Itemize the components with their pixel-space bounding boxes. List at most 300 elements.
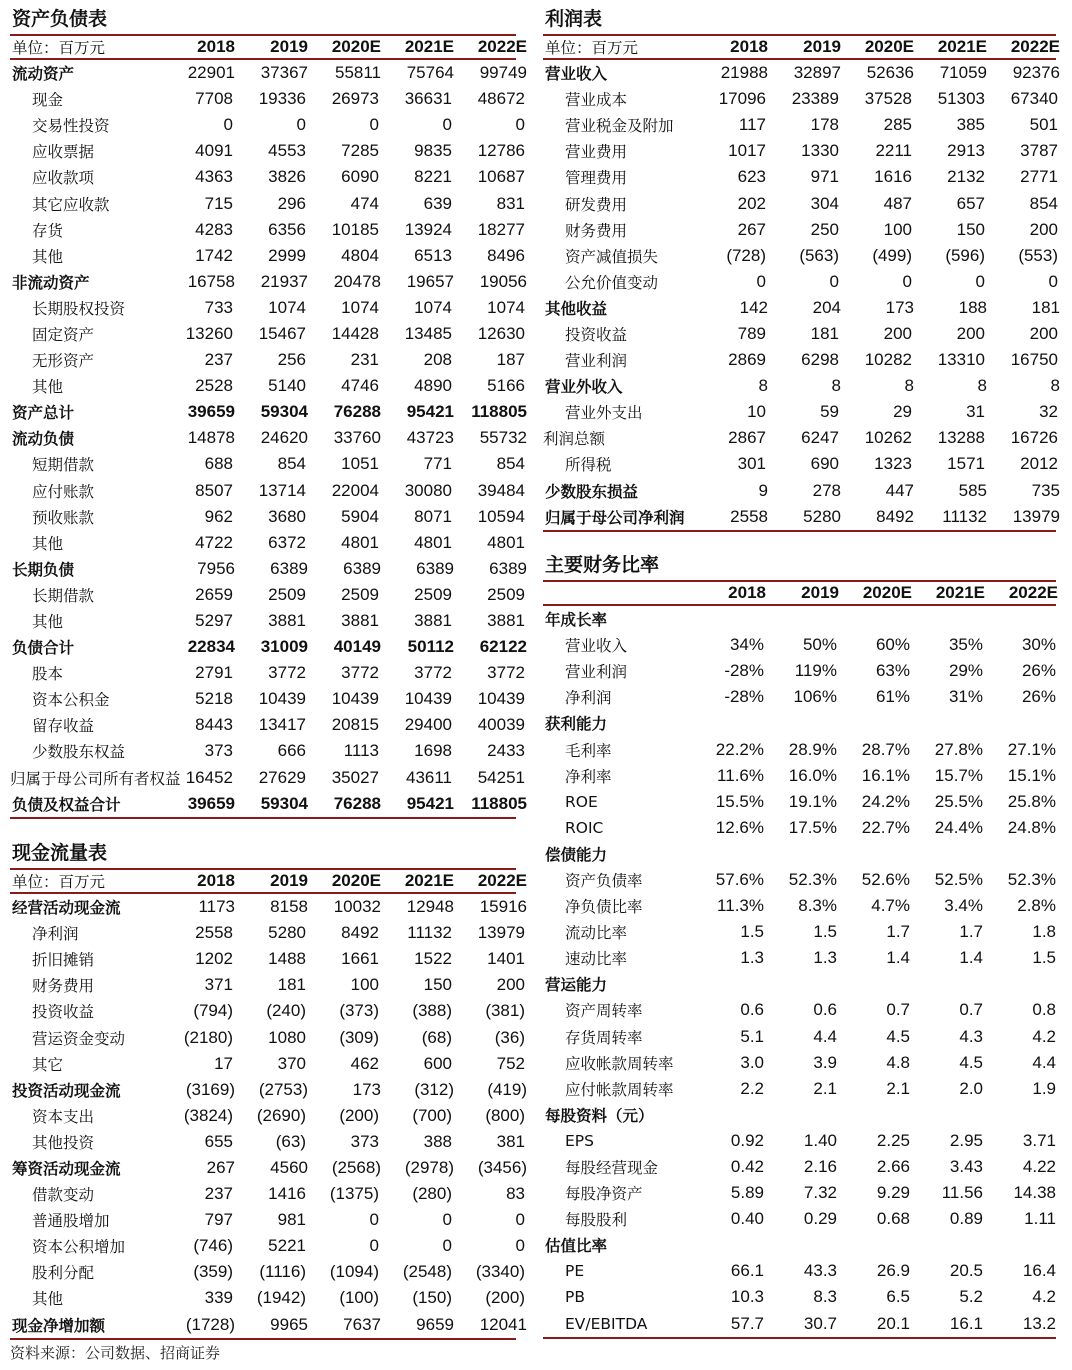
year-header: 2022E bbox=[1010, 37, 1060, 56]
row-label: EV/EBITDA bbox=[565, 1314, 648, 1333]
cell-value: 22901 bbox=[187, 63, 235, 83]
cell-value: 1742 bbox=[195, 245, 233, 265]
table-row bbox=[10, 451, 525, 477]
cell-value: 20478 bbox=[333, 271, 381, 291]
cell-value: 35027 bbox=[331, 767, 379, 787]
table-row bbox=[10, 998, 525, 1024]
cell-value: (2978) bbox=[404, 1157, 454, 1177]
cell-value: 1571 bbox=[947, 454, 985, 474]
cell-value: 0 bbox=[442, 115, 452, 135]
table-row bbox=[10, 712, 525, 738]
cell-value: 31 bbox=[966, 402, 985, 422]
cell-value: 1.3 bbox=[813, 948, 837, 968]
table-row bbox=[10, 504, 525, 530]
cell-value: 26% bbox=[1021, 687, 1056, 707]
table-row bbox=[10, 530, 525, 556]
cell-value: 200 bbox=[956, 323, 985, 343]
unit-label: 单位：百万元 bbox=[545, 39, 639, 57]
cell-value: 2509 bbox=[341, 584, 379, 604]
cell-value: 12948 bbox=[406, 897, 454, 917]
table-row bbox=[543, 451, 1056, 477]
cell-value: 6389 bbox=[270, 558, 308, 578]
cell-value: 19.1% bbox=[788, 791, 837, 811]
row-label: 其他投资 bbox=[32, 1133, 95, 1152]
cell-value: 5904 bbox=[341, 506, 379, 526]
cell-value: 16.0% bbox=[788, 765, 837, 785]
cell-value: 173 bbox=[885, 297, 914, 317]
cell-value: 20.1 bbox=[876, 1313, 910, 1333]
row-label: 每股经营现金 bbox=[565, 1159, 659, 1178]
row-label: 留存收益 bbox=[32, 717, 95, 736]
cell-value: 23389 bbox=[791, 89, 839, 109]
cell-value: 13.2 bbox=[1022, 1313, 1056, 1333]
financial-ratios-header bbox=[543, 580, 1056, 606]
cell-value: 204 bbox=[812, 297, 841, 317]
cell-value: 2.8% bbox=[1017, 896, 1056, 916]
cell-value: 4.4 bbox=[1032, 1052, 1056, 1072]
cell-value: 24.8% bbox=[1007, 817, 1056, 837]
table-row bbox=[543, 945, 1056, 971]
cell-value: (388) bbox=[412, 1001, 452, 1021]
cell-value: 31009 bbox=[260, 637, 308, 657]
unit-label: 单位：百万元 bbox=[12, 39, 106, 57]
table-row bbox=[10, 660, 525, 686]
table-row bbox=[543, 1128, 1056, 1154]
table-row bbox=[543, 1024, 1056, 1050]
cell-value: (2690) bbox=[256, 1105, 306, 1125]
cell-value: 200 bbox=[883, 323, 912, 343]
cell-value: 2869 bbox=[728, 350, 766, 370]
row-label: 获利能力 bbox=[545, 715, 608, 734]
cell-value: 0 bbox=[515, 115, 525, 135]
cell-value: 3.43 bbox=[949, 1157, 983, 1177]
row-label: 负债合计 bbox=[12, 639, 75, 658]
cell-value: 585 bbox=[958, 480, 987, 500]
cell-value: 39659 bbox=[187, 402, 235, 422]
row-label: 股本 bbox=[32, 665, 64, 684]
cell-value: 1661 bbox=[341, 949, 379, 969]
cell-value: 4890 bbox=[414, 376, 452, 396]
row-label: 利润总额 bbox=[543, 430, 606, 449]
row-label: 财务费用 bbox=[565, 221, 628, 240]
cell-value: 13310 bbox=[937, 350, 985, 370]
cell-value: 735 bbox=[1031, 480, 1060, 500]
row-label: 投资收益 bbox=[565, 325, 628, 344]
cell-value: 0 bbox=[369, 1210, 379, 1230]
cell-value: 7637 bbox=[343, 1314, 381, 1334]
source-note: 资料来源：公司数据、招商证券 bbox=[10, 1344, 221, 1362]
cell-value: 0 bbox=[223, 115, 233, 135]
table-row bbox=[543, 1102, 1056, 1128]
cell-value: 67340 bbox=[1010, 89, 1058, 109]
row-label: 估值比率 bbox=[545, 1237, 608, 1256]
cell-value: 187 bbox=[496, 350, 525, 370]
cell-value: (1116) bbox=[259, 1262, 306, 1282]
cell-value: 0 bbox=[902, 271, 912, 291]
cell-value: 2132 bbox=[947, 167, 985, 187]
cell-value: (1728) bbox=[185, 1314, 235, 1334]
cell-value: 118805 bbox=[471, 402, 527, 422]
balance-sheet-panel bbox=[10, 4, 527, 819]
cell-value: 13924 bbox=[404, 219, 452, 239]
cell-value: 43611 bbox=[405, 767, 452, 787]
cell-value: (700) bbox=[412, 1105, 452, 1125]
table-row bbox=[543, 504, 1060, 532]
cash-flow-title: 现金流量表 bbox=[12, 842, 108, 864]
cell-value: 40039 bbox=[477, 715, 525, 735]
cell-value: 501 bbox=[1029, 115, 1058, 135]
cell-value: 0.68 bbox=[876, 1209, 910, 1229]
cell-value: 6.5 bbox=[886, 1287, 910, 1307]
cell-value: 35% bbox=[948, 635, 983, 655]
cell-value: 5280 bbox=[268, 923, 306, 943]
cell-value: 3881 bbox=[414, 611, 452, 631]
cell-value: 1616 bbox=[874, 167, 912, 187]
row-label: 资产负债率 bbox=[565, 871, 643, 890]
year-header: 2018 bbox=[728, 583, 766, 602]
cell-value: 1.8 bbox=[1032, 922, 1056, 942]
cell-value: 8158 bbox=[270, 897, 308, 917]
cell-value: 6356 bbox=[268, 219, 306, 239]
cell-value: 10687 bbox=[477, 167, 525, 187]
row-label: 现金净增加额 bbox=[12, 1316, 106, 1335]
table-row bbox=[543, 971, 1056, 997]
cell-value: 0 bbox=[442, 1236, 452, 1256]
cell-value: 61% bbox=[875, 687, 910, 707]
year-header: 2020E bbox=[864, 37, 914, 56]
row-label: PB bbox=[565, 1288, 585, 1307]
cell-value: 1.3 bbox=[740, 948, 764, 968]
table-row bbox=[10, 1155, 527, 1181]
cell-value: 267 bbox=[206, 1157, 235, 1177]
cell-value: 2771 bbox=[1020, 167, 1058, 187]
table-row bbox=[10, 1181, 525, 1207]
cell-value: 2509 bbox=[487, 584, 525, 604]
cell-value: 40149 bbox=[333, 637, 381, 657]
row-label: ROE bbox=[565, 792, 598, 811]
cell-value: 39659 bbox=[187, 793, 235, 813]
cell-value: 600 bbox=[423, 1053, 452, 1073]
cell-value: 26973 bbox=[331, 89, 379, 109]
cell-value: 24.2% bbox=[861, 791, 910, 811]
table-row bbox=[543, 60, 1060, 86]
cell-value: 11.6% bbox=[717, 765, 764, 785]
cell-value: 4363 bbox=[195, 167, 233, 187]
cell-value: 22004 bbox=[331, 480, 379, 500]
cell-value: 39484 bbox=[477, 480, 525, 500]
cell-value: (800) bbox=[485, 1105, 525, 1125]
cell-value: 10439 bbox=[258, 689, 306, 709]
cell-value: 63% bbox=[875, 661, 910, 681]
cell-value: (1375) bbox=[329, 1184, 379, 1204]
cell-value: 2913 bbox=[947, 141, 985, 161]
cell-value: 19657 bbox=[406, 271, 454, 291]
row-label: 存货周转率 bbox=[565, 1028, 643, 1047]
cell-value: (596) bbox=[945, 245, 985, 265]
cell-value: 2211 bbox=[875, 141, 912, 161]
cell-value: 5166 bbox=[487, 376, 525, 396]
cell-value: 95421 bbox=[406, 402, 454, 422]
cell-value: 1113 bbox=[343, 741, 379, 761]
cell-value: 690 bbox=[810, 454, 839, 474]
row-label: 现金 bbox=[32, 91, 64, 110]
cell-value: 1.4 bbox=[959, 948, 983, 968]
cell-value: 11.3% bbox=[717, 896, 764, 916]
table-row bbox=[10, 1312, 527, 1340]
cell-value: 3.9 bbox=[813, 1052, 837, 1072]
cell-value: 623 bbox=[737, 167, 766, 187]
cell-value: 19056 bbox=[479, 271, 527, 291]
cell-value: 181 bbox=[1031, 297, 1060, 317]
cell-value: 4283 bbox=[195, 219, 233, 239]
balance-sheet-header bbox=[10, 34, 527, 60]
row-label: 其它 bbox=[32, 1055, 64, 1074]
cell-value: 11132 bbox=[407, 923, 452, 943]
unit-label: 单位：百万元 bbox=[12, 873, 106, 891]
table-row bbox=[543, 1050, 1056, 1076]
cell-value: 181 bbox=[810, 323, 839, 343]
row-label: 交易性投资 bbox=[32, 117, 110, 136]
cell-value: 2.1 bbox=[813, 1078, 837, 1098]
financial-ratios-panel bbox=[543, 550, 1056, 1339]
table-row bbox=[543, 190, 1056, 216]
income-statement-rows bbox=[543, 60, 1060, 532]
year-header: 2018 bbox=[197, 871, 235, 890]
cell-value: 10439 bbox=[404, 689, 452, 709]
cell-value: 5.2 bbox=[959, 1287, 983, 1307]
cell-value: (63) bbox=[275, 1131, 306, 1151]
cell-value: 7.32 bbox=[803, 1183, 837, 1203]
row-label: 长期负债 bbox=[12, 560, 75, 579]
cell-value: 1074 bbox=[414, 297, 452, 317]
table-row bbox=[10, 738, 525, 764]
balance-sheet-title: 资产负债表 bbox=[12, 8, 108, 30]
cell-value: (553) bbox=[1018, 245, 1058, 265]
cell-value: 5140 bbox=[268, 376, 306, 396]
cell-value: 447 bbox=[885, 480, 914, 500]
cell-value: 16758 bbox=[187, 271, 235, 291]
cell-value: 1.7 bbox=[959, 922, 983, 942]
cell-value: 4.7% bbox=[871, 896, 910, 916]
row-label: 流动负债 bbox=[12, 430, 75, 449]
row-label: 归属于母公司净利润 bbox=[545, 508, 685, 527]
cell-value: 2.1 bbox=[886, 1078, 910, 1098]
row-label: 流动比率 bbox=[565, 924, 628, 943]
row-label: 管理费用 bbox=[565, 169, 628, 188]
cell-value: 1.5 bbox=[740, 922, 764, 942]
cell-value: 14878 bbox=[187, 428, 235, 448]
cell-value: 27.1% bbox=[1007, 739, 1056, 759]
row-label: 年成长率 bbox=[545, 611, 608, 630]
cell-value: 99749 bbox=[479, 63, 527, 83]
cell-value: 854 bbox=[1029, 193, 1058, 213]
cell-value: 1.7 bbox=[886, 922, 910, 942]
cell-value: 301 bbox=[737, 454, 766, 474]
cell-value: 10439 bbox=[331, 689, 379, 709]
cell-value: 0.6 bbox=[740, 1000, 764, 1020]
year-header: 2021E bbox=[404, 37, 454, 56]
cell-value: 8492 bbox=[341, 923, 379, 943]
cell-value: 304 bbox=[810, 193, 839, 213]
cell-value: 4091 bbox=[195, 141, 233, 161]
cell-value: 0.92 bbox=[730, 1130, 764, 1150]
cell-value: (1942) bbox=[256, 1288, 306, 1308]
cell-value: 267 bbox=[737, 219, 766, 239]
row-label: 普通股增加 bbox=[32, 1212, 110, 1231]
cell-value: (3340) bbox=[475, 1262, 525, 1282]
cell-value: 0 bbox=[369, 115, 379, 135]
cell-value: 8 bbox=[977, 376, 987, 396]
cell-value: 2867 bbox=[728, 428, 766, 448]
cell-value: 4.2 bbox=[1032, 1026, 1056, 1046]
cell-value: 0.7 bbox=[959, 1000, 983, 1020]
row-label: 财务费用 bbox=[32, 977, 95, 996]
cell-value: 16750 bbox=[1010, 350, 1058, 370]
cell-value: 119% bbox=[794, 661, 837, 681]
cell-value: 3881 bbox=[268, 611, 306, 631]
table-row bbox=[10, 112, 525, 138]
cell-value: 8221 bbox=[414, 167, 452, 187]
cell-value: (2180) bbox=[183, 1027, 233, 1047]
table-row bbox=[10, 60, 527, 86]
cell-value: 4746 bbox=[341, 376, 379, 396]
cell-value: 3826 bbox=[268, 167, 306, 187]
cell-value: 55811 bbox=[334, 63, 381, 83]
cell-value: 231 bbox=[350, 350, 379, 370]
cell-value: 6389 bbox=[416, 558, 454, 578]
table-row bbox=[10, 321, 525, 347]
cell-value: 373 bbox=[204, 741, 233, 761]
cell-value: 6298 bbox=[801, 350, 839, 370]
cell-value: 474 bbox=[350, 193, 379, 213]
table-row bbox=[543, 919, 1056, 945]
row-label: 资产减值损失 bbox=[565, 247, 659, 266]
cell-value: 10282 bbox=[864, 350, 912, 370]
cell-value: 373 bbox=[350, 1131, 379, 1151]
cell-value: (2753) bbox=[258, 1079, 308, 1099]
cell-value: 296 bbox=[277, 193, 306, 213]
cell-value: (373) bbox=[339, 1001, 379, 1021]
row-label: 其它应收款 bbox=[32, 195, 110, 214]
table-row bbox=[543, 658, 1056, 684]
cell-value: 1173 bbox=[198, 897, 235, 917]
cell-value: 1522 bbox=[414, 949, 452, 969]
balance-sheet-rows bbox=[10, 60, 527, 819]
cell-value: 2433 bbox=[487, 741, 525, 761]
row-label: 应收票据 bbox=[32, 143, 95, 162]
cell-value: 21988 bbox=[720, 63, 768, 83]
cell-value: 83 bbox=[506, 1184, 525, 1204]
cell-value: 13260 bbox=[185, 323, 233, 343]
table-row bbox=[543, 1311, 1056, 1339]
cell-value: 12.6% bbox=[715, 817, 764, 837]
year-header: 2022E bbox=[1008, 583, 1058, 602]
table-row bbox=[10, 946, 525, 972]
table-row bbox=[10, 1077, 527, 1103]
cell-value: 24.4% bbox=[934, 817, 983, 837]
cell-value: 188 bbox=[958, 297, 987, 317]
table-row bbox=[543, 710, 1056, 736]
cell-value: 487 bbox=[883, 193, 912, 213]
row-label: 负债及权益合计 bbox=[12, 795, 121, 814]
table-row bbox=[543, 478, 1060, 504]
cell-value: 8.3% bbox=[798, 896, 837, 916]
cell-value: 8496 bbox=[487, 245, 525, 265]
cell-value: 22834 bbox=[187, 637, 235, 657]
cell-value: 13485 bbox=[404, 323, 452, 343]
table-row bbox=[543, 867, 1056, 893]
row-label: 资产周转率 bbox=[565, 1002, 643, 1021]
cell-value: (746) bbox=[193, 1236, 233, 1256]
table-row bbox=[543, 217, 1056, 243]
table-row bbox=[10, 295, 525, 321]
cell-value: 24620 bbox=[260, 428, 308, 448]
cell-value: 0 bbox=[975, 271, 985, 291]
cell-value: 4801 bbox=[414, 532, 452, 552]
table-row bbox=[543, 269, 1056, 295]
cell-value: 31% bbox=[948, 687, 983, 707]
row-label: 营业利润 bbox=[565, 663, 628, 682]
cell-value: 2.16 bbox=[803, 1157, 837, 1177]
cell-value: 200 bbox=[1029, 219, 1058, 239]
cell-value: 4.5 bbox=[959, 1052, 983, 1072]
cell-value: 43.3 bbox=[803, 1261, 837, 1281]
cell-value: 55732 bbox=[479, 428, 527, 448]
cell-value: 4.5 bbox=[886, 1026, 910, 1046]
row-label: 资本公积增加 bbox=[32, 1238, 126, 1257]
cell-value: (381) bbox=[485, 1001, 525, 1021]
table-row bbox=[10, 582, 525, 608]
cell-value: 30.7 bbox=[803, 1313, 837, 1333]
cell-value: 7285 bbox=[341, 141, 379, 161]
table-row bbox=[10, 164, 525, 190]
cell-value: 854 bbox=[496, 454, 525, 474]
cell-value: 118805 bbox=[471, 793, 527, 813]
cell-value: 71059 bbox=[939, 63, 987, 83]
year-header: 2020E bbox=[331, 871, 381, 890]
cell-value: 117 bbox=[738, 115, 766, 135]
year-header: 2019 bbox=[801, 583, 839, 602]
row-label: 净利润 bbox=[32, 925, 79, 944]
cell-value: 6389 bbox=[489, 558, 527, 578]
cell-value: 388 bbox=[423, 1131, 452, 1151]
cell-value: 60% bbox=[875, 635, 910, 655]
row-label: 营业外收入 bbox=[545, 378, 623, 397]
year-header: 2020E bbox=[331, 37, 381, 56]
table-row bbox=[10, 217, 525, 243]
cell-value: 51303 bbox=[937, 89, 985, 109]
cell-value: 52.3% bbox=[1007, 869, 1056, 889]
cell-value: 9.29 bbox=[876, 1183, 910, 1203]
cell-value: 13417 bbox=[258, 715, 306, 735]
cell-value: 1323 bbox=[874, 454, 912, 474]
table-row bbox=[543, 347, 1056, 373]
row-label: 流动资产 bbox=[12, 65, 75, 84]
year-header: 2018 bbox=[730, 37, 768, 56]
cell-value: 17.5% bbox=[788, 817, 837, 837]
cell-value: 3881 bbox=[487, 611, 525, 631]
cell-value: (563) bbox=[799, 245, 839, 265]
cell-value: 1.4 bbox=[886, 948, 910, 968]
cell-value: (100) bbox=[339, 1288, 379, 1308]
cell-value: 12786 bbox=[477, 141, 525, 161]
cell-value: 1.5 bbox=[813, 922, 837, 942]
row-label: 资本公积金 bbox=[32, 691, 110, 710]
table-row bbox=[10, 86, 525, 112]
cell-value: 200 bbox=[1029, 323, 1058, 343]
cell-value: 10439 bbox=[477, 689, 525, 709]
table-row bbox=[543, 1206, 1056, 1232]
